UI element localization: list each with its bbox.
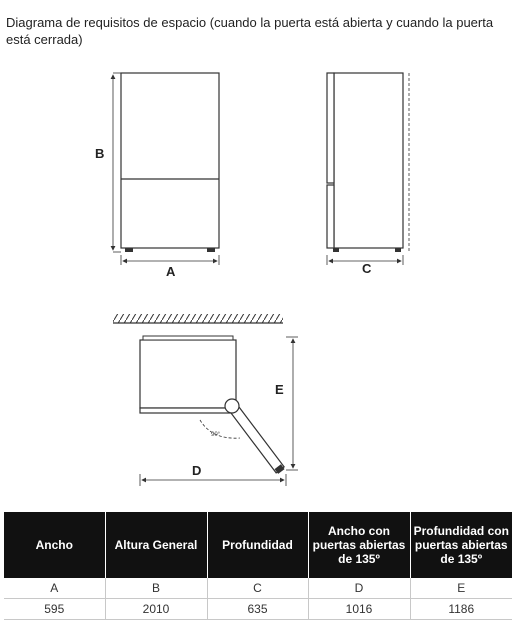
cell-value-profundidad: 635 (207, 599, 308, 620)
front-view (95, 73, 219, 279)
dimension-d-label: D (192, 463, 202, 478)
cell-value-altura: 2010 (105, 599, 207, 620)
fridge-side-body (334, 73, 403, 248)
cell-value-profundidad-abierto: 1186 (410, 599, 512, 620)
header-profundidad-puertas-abiertas: Profundidad con puertas abiertas de 135º (410, 512, 512, 578)
door-angle-label: 90° (211, 432, 221, 438)
header-profundidad: Profundidad (207, 512, 308, 578)
table-row-letters (4, 578, 512, 599)
table-row-values (4, 599, 512, 620)
cell-letter-a: A (4, 578, 105, 599)
fridge-side-foot-right (395, 248, 401, 252)
cell-letter-e: E (410, 578, 512, 599)
fridge-side-foot-left (333, 248, 339, 252)
specs-header-row (4, 512, 512, 578)
dimension-a-label: A (166, 264, 176, 279)
fridge-top-body (140, 340, 236, 408)
dimension-e-label: E (275, 382, 284, 397)
top-view (113, 314, 298, 486)
header-ancho-puertas-abiertas: Ancho con puertas abiertas de 135º (308, 512, 410, 578)
cell-letter-d: D (308, 578, 410, 599)
side-view (327, 73, 409, 276)
header-ancho: Ancho (4, 512, 105, 578)
specs-table (4, 512, 512, 620)
fridge-top-door-closed (140, 408, 236, 413)
diagram-title: Diagrama de requisitos de espacio (cuando la puerta está abierta y cuando la puerta está cerrada) (6, 15, 494, 47)
fridge-side-door-upper (327, 73, 334, 183)
fridge-front-body (121, 73, 219, 248)
cell-letter-c: C (207, 578, 308, 599)
fridge-side-door-lower (327, 185, 334, 248)
fridge-top-back (143, 336, 233, 340)
fridge-front-foot-right (207, 248, 215, 252)
header-altura-general: Altura General (105, 512, 207, 578)
fridge-front-foot-left (125, 248, 133, 252)
dimension-b-label: B (95, 146, 105, 161)
dimension-c-label: C (362, 261, 372, 276)
cell-value-ancho-abierto: 1016 (308, 599, 410, 620)
cell-letter-b: B (105, 578, 207, 599)
door-hinge (225, 399, 239, 413)
wall-hatching (113, 314, 283, 323)
cell-value-ancho: 595 (4, 599, 105, 620)
